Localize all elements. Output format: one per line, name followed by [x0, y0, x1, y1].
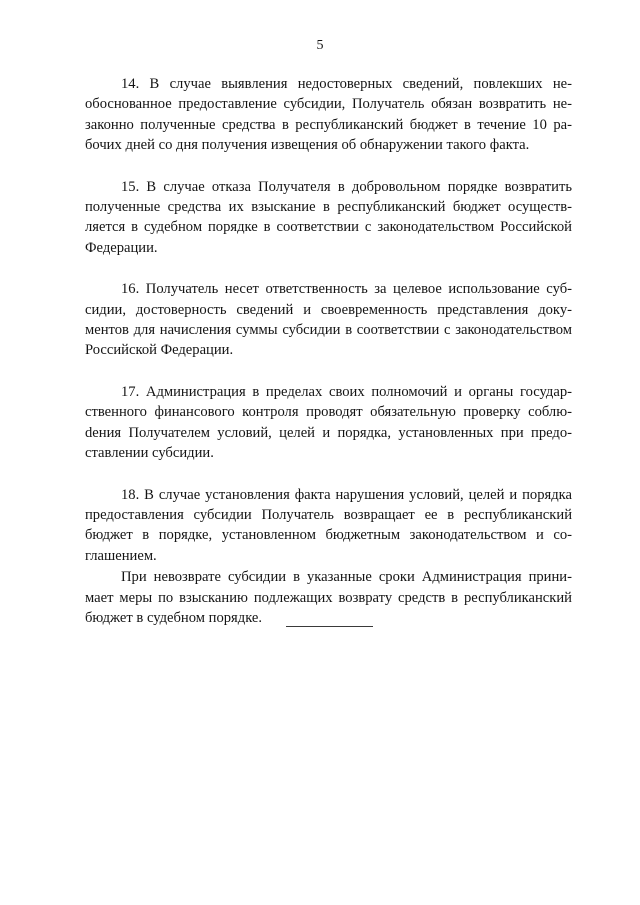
- paragraph-18: 18. В случае установления факта нарушения условий, целей и порядка предоставления субсидии Получатель возвращает ее в республиканский бюджет в порядке, установленном бюджетным законодательством и соглашением.: [85, 486, 572, 564]
- end-separator-line: [286, 626, 373, 627]
- paragraph-17: 17. Администрация в пределах своих полномочий и органы государственного финансового контроля проводят обязательную проверку соблюdения Получателем условий, целей и порядка, установленных при предоставлении субсидии.: [85, 383, 572, 462]
- page-number: 5: [316, 38, 324, 53]
- paragraph-18-continuation: При невозврате субсидии в указанные сроки Администрация принимает меры по взысканию подлежащих возврату средств в республиканский бюджет в судебном порядке.: [85, 569, 572, 626]
- paragraph-14: 14. В случае выявления недостоверных сведений, повлекших необоснованное предоставление субсидии, Получатель обязан возвратить незаконно полученные средства в республиканский бюджет в течение 10 рабочих дней со дня получения извещения об обнаружении такого факта.: [85, 76, 572, 154]
- paragraph-15: 15. В случае отказа Получателя в добровольном порядке возвратить полученные средства их взыскание в республиканский бюджет осуществляется в судебном порядке в соответствии с законодательством Российской Федерации.: [85, 178, 572, 256]
- paragraph-16: 16. Получатель несет ответственность за целевое использование субсидии, достоверность сведений и своевременность представления документов для начисления суммы субсидии в соответствии с законодательством Российской Федерации.: [85, 281, 572, 359]
- document-body: [85, 74, 572, 628]
